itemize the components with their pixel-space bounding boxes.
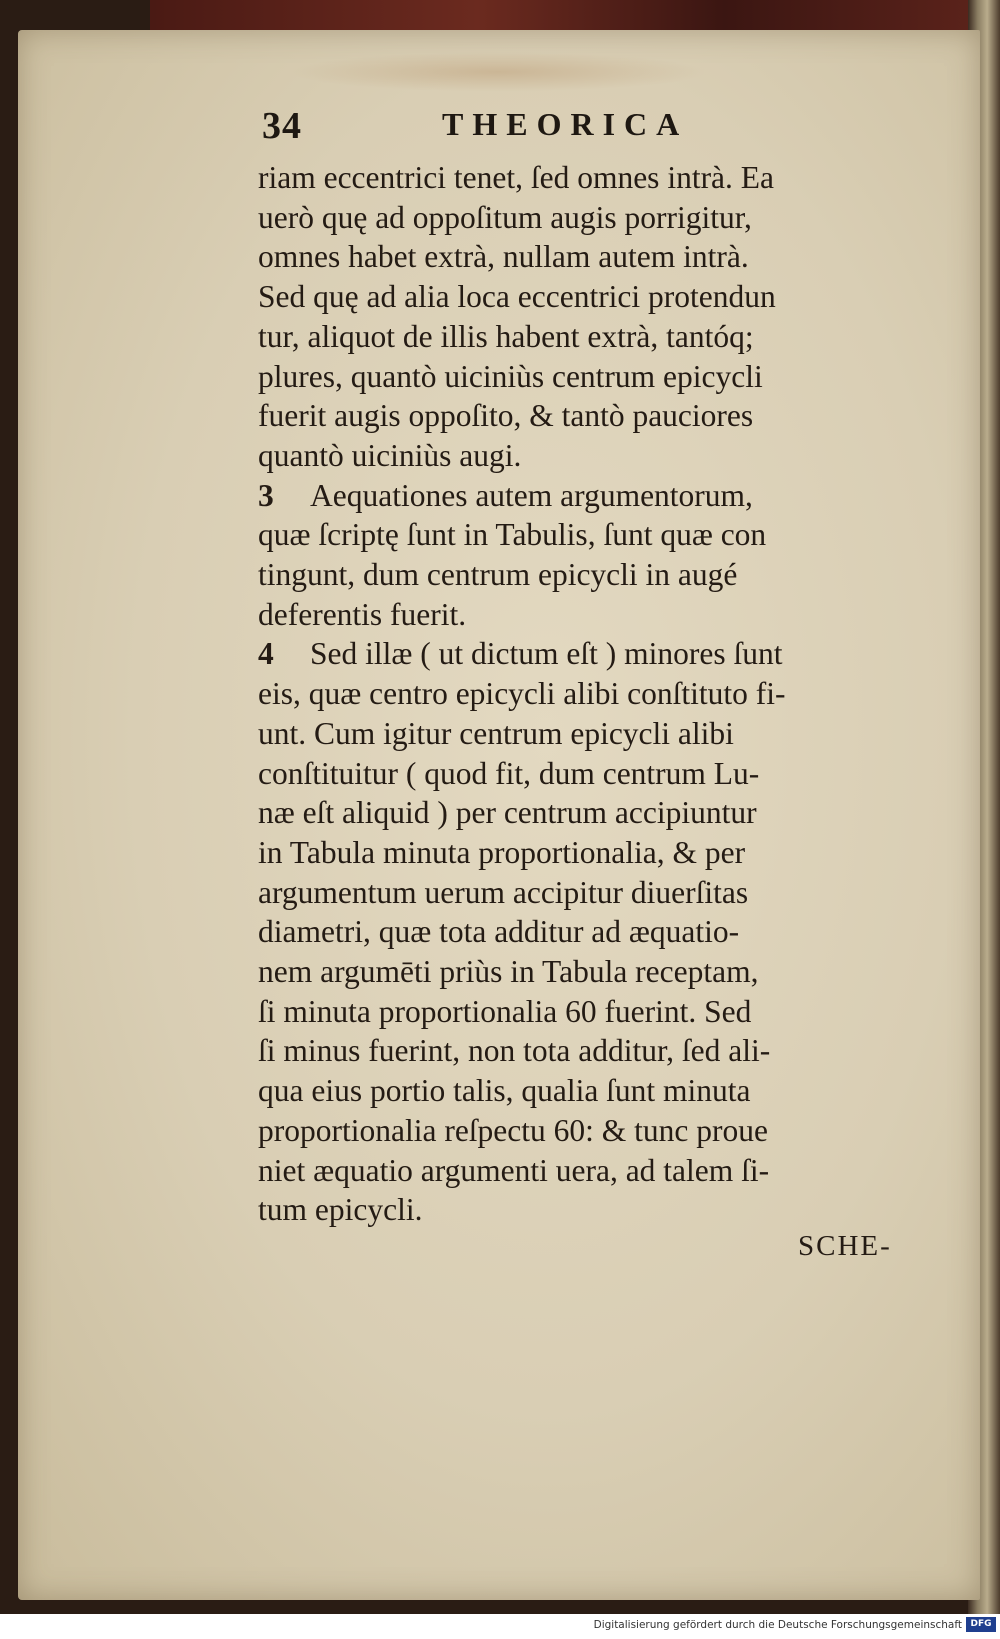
line-text: deferentis fuerit.	[258, 596, 467, 632]
footer-bar	[0, 1614, 1000, 1639]
page-number: 34	[262, 105, 302, 147]
line-text: argumentum uerum accipitur diuerſitas	[258, 874, 749, 910]
text-line	[258, 595, 908, 635]
line-text: diametri, quæ tota additur ad æquatio-	[258, 914, 740, 950]
line-text: tum epicycli.	[258, 1192, 423, 1228]
page-header	[262, 104, 902, 150]
text-line	[258, 912, 908, 952]
text-line	[258, 952, 908, 992]
line-text: in Tabula minuta proportionalia, & per	[258, 834, 746, 870]
text-line	[258, 555, 908, 595]
text-line	[258, 158, 908, 198]
line-text: tingunt, dum centrum epicycli in augé	[258, 557, 738, 593]
line-text: omnes habet extrà, nullam autem intrà.	[258, 239, 749, 275]
line-text: uerò quę ad oppoſitum augis porrigitur,	[258, 199, 752, 235]
line-text: proportionalia reſpectu 60: & tunc proue	[258, 1112, 768, 1148]
text-line	[258, 396, 908, 436]
line-text: næ eſt aliquid ) per centrum accipiuntur	[258, 795, 757, 831]
line-text: Sed illæ ( ut dictum eſt ) minores ſunt	[310, 636, 783, 672]
text-line	[258, 198, 908, 238]
line-text: plures, quantò uiciniùs centrum epicycli	[258, 358, 763, 394]
line-text: nem argumēti priùs in Tabula receptam,	[258, 954, 759, 990]
page-stain	[288, 52, 708, 92]
text-line	[258, 873, 908, 913]
line-text: eis, quæ centro epicycli alibi conſtituto fi-	[258, 676, 786, 712]
line-text: unt. Cum igitur centrum epicycli alibi	[258, 715, 734, 751]
text-line	[258, 634, 908, 674]
text-line	[258, 674, 908, 714]
line-text: qua eius portio talis, qualia ſunt minuta	[258, 1073, 751, 1109]
line-text: ſi minus fuerint, non tota additur, ſed ali-	[258, 1033, 771, 1069]
line-text: Aequationes autem argumentorum,	[310, 477, 753, 513]
line-text: fuerit augis oppoſito, & tantò pauciores	[258, 398, 754, 434]
line-text: quæ ſcriptę ſunt in Tabulis, ſunt quæ con	[258, 517, 767, 553]
section-number: 3	[258, 477, 274, 513]
text-line	[258, 357, 908, 397]
dfg-logo: DFG	[966, 1617, 996, 1632]
text-line	[258, 793, 908, 833]
text-line	[258, 317, 908, 357]
text-line	[258, 992, 908, 1032]
line-text: conſtituitur ( quod fit, dum centrum Lu-	[258, 755, 760, 791]
text-line	[258, 1111, 908, 1151]
text-line	[258, 1031, 908, 1071]
text-line	[258, 1151, 908, 1191]
section-number: 4	[258, 636, 274, 672]
text-line	[258, 515, 908, 555]
line-text: riam eccentrici tenet, ſed omnes intrà. Ea	[258, 160, 775, 195]
text-line	[258, 237, 908, 277]
line-text: niet æquatio argumenti uera, ad talem ſi-	[258, 1152, 770, 1188]
running-title: THEORICA	[442, 106, 689, 142]
digitization-credit: Digitalisierung gefördert durch die Deutsche Forschungsgemeinschaft	[593, 1619, 962, 1631]
text-line	[258, 754, 908, 794]
line-text: ſi minuta proportionalia 60 fuerint. Sed	[258, 993, 752, 1029]
line-text: tur, aliquot de illis habent extrà, tantóq;	[258, 318, 754, 354]
text-line	[258, 476, 908, 516]
text-line	[258, 833, 908, 873]
text-line	[258, 277, 908, 317]
text-line	[258, 1071, 908, 1111]
text-line	[258, 436, 908, 476]
book-top-edge	[150, 0, 970, 34]
text-line	[258, 714, 908, 754]
line-text: Sed quę ad alia loca eccentrici protendun	[258, 279, 776, 315]
line-text: quantò uiciniùs augi.	[258, 437, 522, 473]
body-text	[258, 158, 908, 1230]
catchword: SCHE-	[798, 1230, 892, 1262]
text-line	[258, 1190, 908, 1230]
